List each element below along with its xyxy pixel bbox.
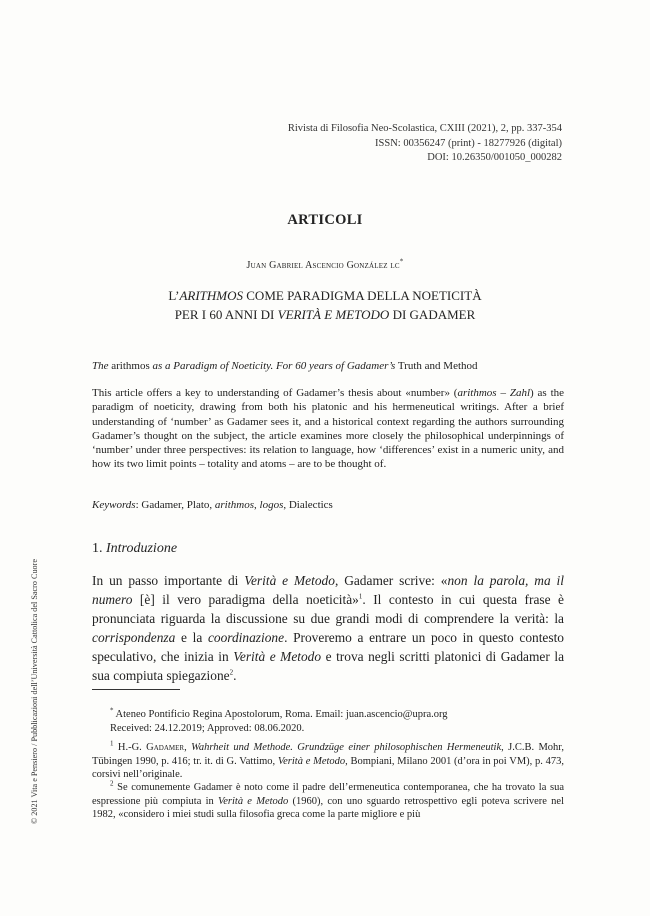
title-text: L’ — [168, 288, 180, 303]
journal-citation: Rivista di Filosofia Neo-Scolastica, CXIII (2021), 2, pp. 337-354 — [287, 123, 562, 134]
en-title-italic: as a Paradigm of Noeticity. For 60 years of Gadamer’s — [152, 360, 396, 372]
section-heading — [92, 541, 177, 557]
keyword-text: , — [254, 499, 260, 511]
body-text: e la — [175, 630, 208, 645]
title-text: DI GADAMER — [389, 307, 476, 322]
abstract — [92, 386, 564, 472]
title-text: PER I 60 ANNI DI — [174, 307, 278, 322]
body-text: . Proveremo a entrare un poco in questo contesto speculativo, che inizia in — [92, 630, 564, 664]
issn-line: ISSN: 00356247 (print) - 18277926 (digital) — [375, 137, 562, 149]
footnote-mark: 1 — [110, 739, 114, 748]
affiliation-line — [110, 708, 564, 722]
abstract-text: ) as the paradigm of noeticity, drawing from both his platonic and his hermeneutical writings. After a brief understanding of ‘number’ as Gadamer sees it, and a historical context regarding the authors surrounding Gadamer’s thought on the subject, the article examines more closely the philosophical underpinnings of ‘number’ under three perspectives: its relation to language, how ‘differences’ exist in a numeric unity, and how its two limit points – totality and atoms – are to be thought of. — [92, 387, 565, 471]
article-title — [0, 286, 650, 324]
footnote-2 — [92, 781, 564, 822]
body-italic: Verità e Metodo — [233, 649, 322, 664]
abstract-italic: Zahl — [509, 387, 531, 399]
body-text: . Il contesto in cui questa frase è pronunciata riguarda la discussione su due grandi modi di comprendere la verità: la — [92, 592, 564, 626]
footnote-italic: Wahrheit und Methode. Grundzüge einer philosophischen Hermeneutik — [191, 742, 502, 753]
keywords — [92, 499, 564, 511]
body-text: , Gadamer scrive: « — [334, 573, 448, 588]
footnote-text: , Bompiani, Milano 2001 (d’ora in poi VM), p. 473, corsivi nell’originale. — [92, 755, 564, 780]
keywords-label: Keywords — [92, 499, 136, 511]
en-title-roman: arithmos — [108, 360, 153, 372]
side-margin — [0, 0, 39, 916]
journal-header — [288, 122, 562, 166]
footnote-mark: * — [110, 706, 114, 715]
author-line — [0, 257, 650, 271]
en-title-roman: Truth and Method — [395, 360, 478, 372]
body-italic: corrispondenza — [92, 630, 176, 645]
body-text: . — [233, 668, 237, 683]
footnote-text: Se comunemente Gadamer è noto come il padre dell’ermeneutica contemporanea, che ha trovato la sua espressione più compiuta in — [92, 782, 564, 807]
section-number: 1. — [92, 541, 106, 556]
title-italic: VERITÀ E METODO — [277, 307, 390, 322]
abstract-text: This article offers a key to understanding of Gadamer’s thesis about «number» ( — [92, 387, 458, 399]
body-text: [è] il vero paradigma della noeticità» — [132, 592, 359, 607]
footnote-text: (1960), con uno sguardo retrospettivo egli poteva scrivere nel 1982, «considero i miei studi sulla filosofia greca come la parte migliore e più — [92, 795, 564, 820]
en-title-italic: The — [92, 360, 109, 372]
footnote-1 — [92, 741, 564, 782]
footnote-text: H.-G. — [113, 742, 147, 753]
title-italic: ARITHMOS — [179, 288, 244, 303]
doi-line: DOI: 10.26350/001050_000282 — [427, 152, 562, 163]
author-footnote-mark: * — [399, 257, 404, 266]
body-paragraph — [92, 571, 564, 685]
received-line: Received: 24.12.2019; Approved: 08.06.2020. — [110, 722, 305, 734]
footnote-italic: Verità e Metodo — [277, 755, 346, 767]
footnote-divider — [92, 689, 180, 690]
footnote-text: , — [184, 742, 192, 753]
keyword-italic: logos — [259, 499, 284, 511]
footnote-ref[interactable]: 2 — [229, 668, 234, 677]
abstract-text: – — [496, 387, 510, 399]
english-title — [92, 360, 562, 372]
section-label: ARTICOLI — [287, 212, 363, 228]
footnote-italic: Verità e Metodo — [218, 795, 289, 807]
title-line-1 — [0, 286, 650, 305]
section-heading-text: Introduzione — [106, 541, 178, 556]
footnote-mark: 2 — [110, 779, 114, 788]
footnote-author: Gadamer — [146, 742, 185, 753]
footnote-ref[interactable]: 1 — [358, 592, 363, 601]
affiliation-text: Ateneo Pontificio Regina Apostolorum, Roma. Email: juan.ascencio@upra.org — [113, 709, 448, 720]
affiliation-footnote — [110, 708, 564, 735]
title-line-2 — [0, 305, 650, 324]
keyword-italic: arithmos — [214, 499, 255, 511]
keyword-text: : Gadamer, Plato, — [135, 499, 215, 511]
footnote-text: , J.C.B. Mohr, Tübingen 1990, p. 416; tr. it. di G. Vattimo, — [92, 742, 565, 767]
body-text: e trova negli scritti platonici di Gadamer la sua compiuta spiegazione — [92, 649, 565, 683]
copyright-notice: © 2021 Vita e Pensiero / Pubblicazioni dell’Università Cattolica del Sacro Cuore — [30, 558, 39, 824]
body-italic: non la parola, ma il numero — [92, 573, 564, 607]
title-text: COME PARADIGMA DELLA NOETICITÀ — [243, 288, 482, 303]
body-italic: coordinazione — [207, 630, 285, 645]
body-text: In un passo importante di — [92, 573, 245, 588]
abstract-italic: arithmos — [457, 387, 497, 399]
body-italic: Verità e Metodo — [244, 573, 335, 588]
keyword-text: , Dialectics — [283, 499, 333, 511]
author-name: Juan Gabriel Ascencio González lc — [246, 260, 400, 271]
